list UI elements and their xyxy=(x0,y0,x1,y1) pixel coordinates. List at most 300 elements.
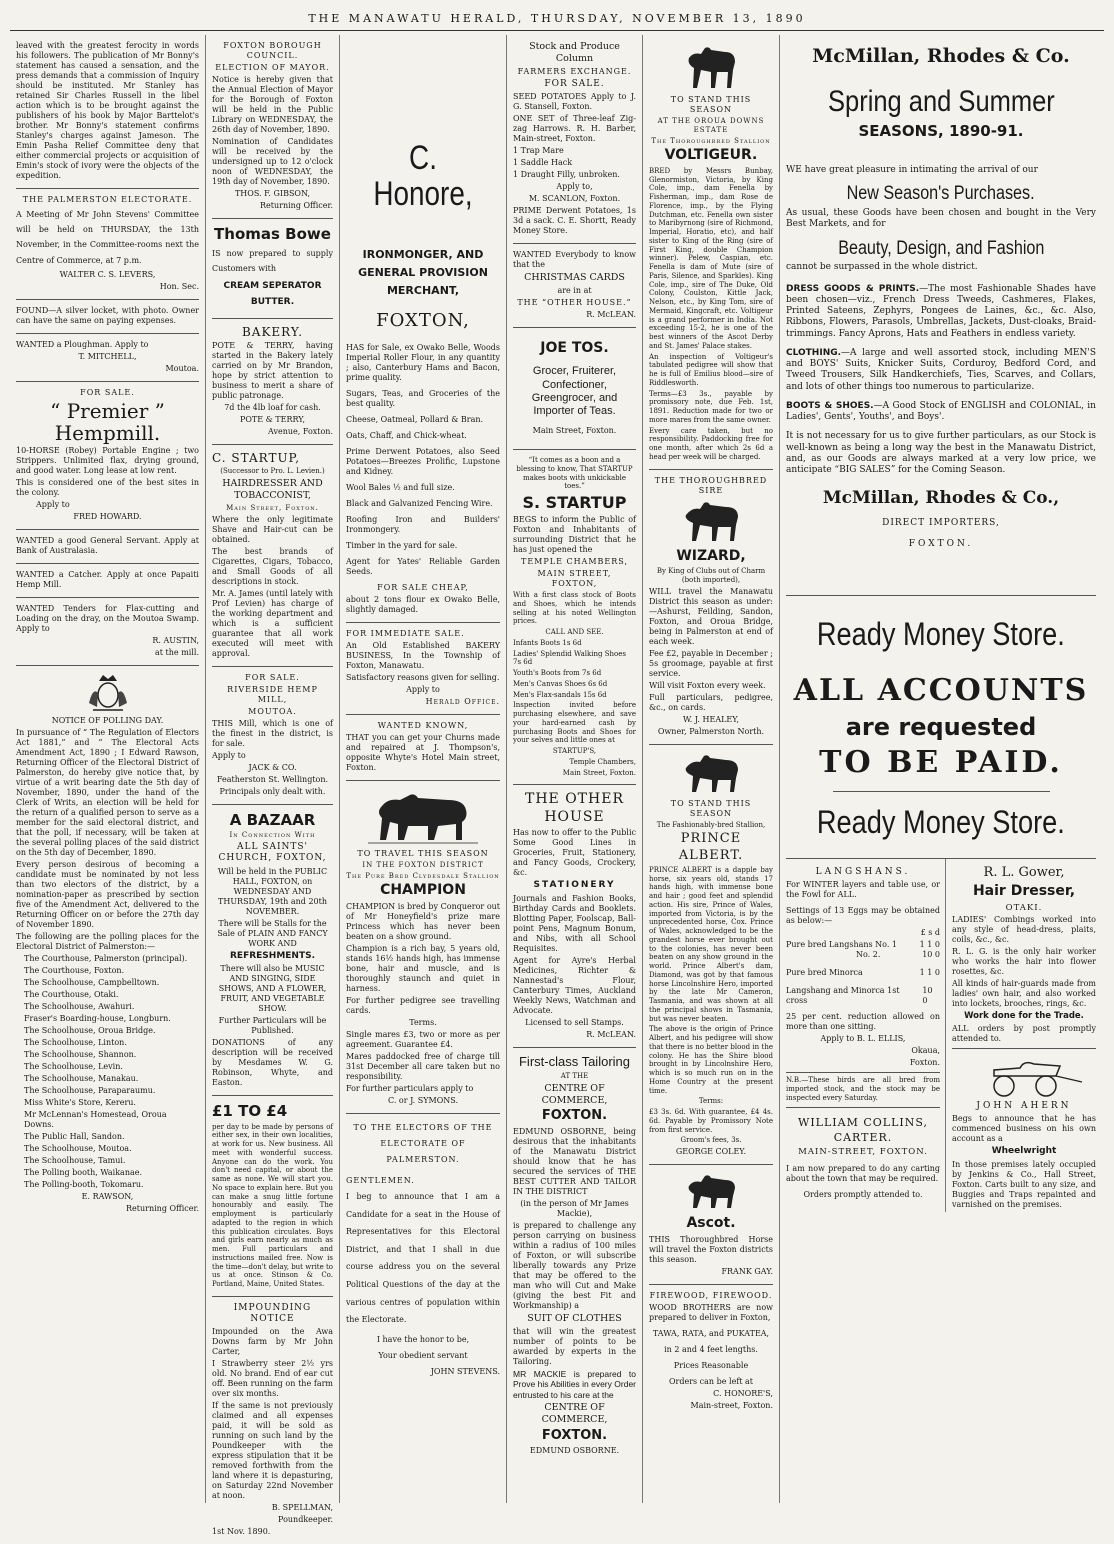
ad-spring-text: Spring and Summer xyxy=(827,84,1055,118)
ad-apply: Apply to, xyxy=(556,182,593,191)
list-item: Cheese, Oatmeal, Pollard & Bran. xyxy=(346,414,484,424)
price-row xyxy=(786,950,940,960)
ad-accounts: ALL ACCOUNTS xyxy=(793,673,1089,708)
found-ad xyxy=(16,300,199,334)
list-item: Fraser's Boarding-house, Longburn. xyxy=(24,1013,171,1023)
ad-signature: W. J. HEALEY, xyxy=(682,714,740,724)
ad-title: TO TRAVEL THIS SEASON xyxy=(357,848,489,858)
list-item: The Schoolhouse, Awahuri. xyxy=(24,1001,135,1011)
ad-signature: Herald Office. xyxy=(425,696,500,706)
tenders-ad xyxy=(16,598,199,666)
ad-purchases xyxy=(786,182,1096,206)
list-item: ONE SET of Three-leaf Zig-zag Harrows. R. H. Barber, Main-street, Foxton. xyxy=(513,114,636,143)
ad-subtitle: IN THE FOXTON DISTRICT xyxy=(362,860,484,869)
collins-ad xyxy=(786,1107,940,1200)
ad-signature: THOS. F. GIBSON, xyxy=(234,189,311,198)
polling-places-list xyxy=(16,954,199,1190)
ad-body: Agent for Ayre's Herbal Medicines, Richter & Nannestad's Flour, Canterbury Times, Auckland Weekly News, Watchman and Advocate. xyxy=(513,955,636,1015)
ad-body: With a first class stock of Boots and Shoes, which he intends selling at his noted Wellington prices. xyxy=(513,591,636,626)
ad-subtitle: The Pure Bred Clydesdale Stallion xyxy=(346,871,500,880)
price-value: 1 1 0 xyxy=(919,968,940,978)
ad-town: FOXTON. xyxy=(541,1428,608,1444)
buggy-icon xyxy=(964,1056,1084,1098)
gower-ad xyxy=(946,859,1096,1212)
draught-horse-icon xyxy=(368,788,478,846)
ad-body: PRINCE ALBERT is a dapple bay horse, six years old, stands 17 hands high, with immense bone and hair ; good feet and splendid action. His sire, Prince of Wales, imported from Victoria, is by the unprecedented horse, Cox. Prince of Wales, acknowledged to be the grandest horse ever brought out to the colonies, has never been beaten on any show ground in the world. Prince Albert's dam, Diamond, was got by that famous horse Lincolnshire Hero, imported by the late Mr Cameron, Tasmania, and was shown at all the principal shows in Tasmania, but was never beaten. xyxy=(649,865,773,1023)
ad-trade: Grocer, Fruiterer, Confectioner, Greengrocer, and Importer of Teas. xyxy=(531,365,618,417)
list-item: SEED POTATOES Apply to J. G. Stansell, Foxton. xyxy=(513,92,636,111)
section-body: —A large and well assorted stock, including MEN'S and BOYS' Suits, Knicker Suits, Corduroy, Bedford Cord, and Tweed Trousers, Silk Handkerchiefs, Ties, Scarves, and Collars, and lots of other things too numerous to particularize. xyxy=(786,347,1096,392)
ad-role: Poundkeeper. xyxy=(278,1515,333,1525)
list-item: The Schoolhouse, Tamui. xyxy=(24,1155,126,1165)
ad-role: Owner, Palmerston North. xyxy=(657,726,765,736)
list-item: The Schoolhouse, Moutoa. xyxy=(24,1143,132,1153)
ad-title: R. L. Gower, xyxy=(983,865,1065,880)
price-label: Langshang and Minorca 1st cross xyxy=(786,986,900,1006)
ad-title: RIVERSIDE HEMP MILL, xyxy=(227,684,318,704)
ad-signature: POTE & TERRY, xyxy=(239,414,306,424)
column-2 xyxy=(206,35,340,1537)
ad-body: THIS Mill, which is one of the finest in the district, is for sale. xyxy=(212,718,333,748)
column-4 xyxy=(507,35,643,1503)
bottom-row xyxy=(786,859,1096,1212)
ad-title: Stock and Produce Column xyxy=(529,41,620,64)
section-head: BOOTS & SHOES. xyxy=(786,400,874,411)
pote-terry-bakery-ad xyxy=(212,319,333,445)
ad-body: IS now prepared to supply Customers with xyxy=(212,248,333,273)
ad-body: BEGS to inform the Public of Foxton and Inhabitants of surrounding District that he has just opened the xyxy=(513,515,636,555)
list-item: Men's Canvas Shoes 6s 6d xyxy=(513,679,608,688)
ad-subtitle: By King of Clubs out of Charm (both imported), xyxy=(656,567,766,584)
ad-title xyxy=(786,614,1096,654)
ad-trade: Hair Dresser, xyxy=(972,883,1076,900)
money-ad xyxy=(212,1096,333,1297)
ad-body: Inspection invited before purchasing elsewhere, and save your hard-earned cash by purchasing Boots and Shoes for your selves and little ones at xyxy=(513,701,636,745)
price-value: 1 1 0 xyxy=(919,940,940,950)
ad-apply: Apply to xyxy=(406,684,440,694)
ad-body: There will also be MUSIC AND SINGING, SIDE SHOWS, AND A FLOWER, FRUIT, AND VEGETABLE SHOW. xyxy=(218,963,327,1013)
ad-title: THE PALMERSTON ELECTORATE. xyxy=(22,195,193,204)
ploughman-ad xyxy=(16,334,199,382)
ad-title: First-class Tailoring xyxy=(518,1053,630,1069)
ad-title: C. STARTUP, xyxy=(212,450,301,465)
ad-subtitle: FOR SALE CHEAP, xyxy=(377,582,469,592)
ad-body: An Old Established BAKERY BUSINESS, In the Township of Foxton, Manawatu. xyxy=(346,640,500,670)
ad-body: For further particulars apply to xyxy=(346,1083,474,1093)
ad-location: MOUTOA. xyxy=(248,706,297,716)
ad-title: NOTICE OF POLLING DAY. xyxy=(51,715,164,725)
christmas-cards-ad xyxy=(513,244,636,328)
list-item: The Schoolhouse, Linton. xyxy=(24,1037,127,1047)
list-item: Ladies' Splendid Walking Shoes 7s 6d xyxy=(513,649,626,667)
ad-body: A Meeting of Mr John Stevens' Committee will be held on THURSDAY, the 13th November, in the Committee-rooms next the Centre of Commerce, at 7 p.m. xyxy=(16,210,199,265)
section-head: DRESS GOODS & PRINTS. xyxy=(786,283,920,294)
ad-paid: TO BE PAID. xyxy=(819,744,1063,780)
ad-beauty xyxy=(786,237,1096,261)
ad-body: are in at xyxy=(557,285,592,295)
ad-signature: Main Street, Foxton. xyxy=(562,768,636,777)
ad-title: C. Honore, xyxy=(373,139,473,213)
ascot-ad xyxy=(649,1165,773,1285)
ad-body: WOOD BROTHERS are now prepared to deliver in Foxton, xyxy=(649,1302,773,1322)
ad-subtitle: The Thoroughbred Stallion xyxy=(651,136,771,145)
ad-body: WANTED Everybody to know that the xyxy=(513,250,636,269)
ad-note: N.B.—These birds are all bred from imported stock, and the stock may be inspected every Saturday. xyxy=(786,1072,940,1102)
ad-location: CENTRE OF COMMERCE, xyxy=(541,1082,608,1106)
ad-title: TO STAND THIS SEASON xyxy=(670,798,752,818)
ad-body: Has now to offer to the Public Some Good Lines in Groceries, Fruit, Stationery, and Fancy Goods, Crockery, &c. xyxy=(513,828,636,878)
list-item: Oats, Chaff, and Chick-wheat. xyxy=(346,430,467,440)
ad-role: Returning Officer. xyxy=(126,1203,199,1213)
ad-signature: FRANK GAY. xyxy=(721,1266,773,1276)
price-header: £ s d xyxy=(920,928,940,938)
ad-signature: R. McLEAN. xyxy=(586,1029,636,1039)
palmerston-electorate-ad xyxy=(16,189,199,300)
ad-body: Settings of 13 Eggs may be obtained as below:— xyxy=(786,906,940,926)
list-item: The Schoolhouse, Paraparaumu. xyxy=(24,1085,156,1095)
list-item: The Courthouse, Foxton. xyxy=(24,965,125,975)
price-value: 10 0 xyxy=(922,986,933,1006)
ad-body: cannot be surpassed in the whole district. xyxy=(786,262,978,273)
ad-body: Mares paddocked free of charge till 31st December all care taken but no responsibility. xyxy=(346,1051,500,1081)
masthead: THE MANAWATU HERALD, THURSDAY, NOVEMBER 13, 1890 xyxy=(10,8,1104,31)
letter-close: I have the honor to be, xyxy=(376,1334,470,1344)
ad-body: Begs to announce that he has commenced business on his own account as a xyxy=(952,1114,1096,1144)
ad-date: 1st Nov. 1890. xyxy=(212,1527,271,1537)
impound-ad xyxy=(212,1297,333,1544)
ad-highlight: REFRESHMENTS. xyxy=(230,950,315,961)
ad-body: I Strawberry steer 2½ yrs old. No brand. End of ear cut off. Been running on the farm over six months. xyxy=(212,1359,333,1399)
firewood-ad xyxy=(649,1285,773,1418)
list-item: Prime Derwent Potatoes, also Seed Potatoes—Breezes Prolific, Lupstone and Kidney. xyxy=(346,446,500,476)
ad-location: MAIN STREET, FOXTON, xyxy=(537,569,612,589)
horse-icon xyxy=(676,499,746,545)
ad-title: TO THE ELECTORS OF THE ELECTORATE OF PALMERSTON. xyxy=(353,1122,493,1164)
ad-kicker: FOR SALE. xyxy=(80,387,135,397)
ad-body: Nomination of Candidates will be received by the undersigned up to 12 o'clock noon of WEDNESDAY, the 19th day of November, 1890. xyxy=(212,137,333,186)
price-value: 10 0 xyxy=(922,950,940,960)
ad-location: Main Street, Foxton. xyxy=(532,426,617,436)
ad-body: WILL travel the Manawatu District this season as under:—Ashurst, Feilding, Sandon, Foxton, and Oroua Bridge, being in Palmerston at end of each week. xyxy=(649,586,773,646)
horse-icon xyxy=(681,1172,741,1212)
ad-body: Champion is a rich bay, 5 years old, stands 16½ hands high, has immense bone, hair and muscle, and is thoroughly staunch and quiet in harness. xyxy=(346,943,500,993)
ad-body: FOUND—A silver locket, with photo. Owner can have the same on paying expenses. xyxy=(16,305,199,325)
ad-title: TO STAND THIS SEASON xyxy=(670,95,752,114)
ad-body: Single mares £3, two or more as per agreement. Guarantee £4. xyxy=(346,1029,500,1049)
list-item: 1 Saddle Hack xyxy=(513,158,573,167)
ad-apply: Apply to xyxy=(212,750,246,760)
ad-body: THIS Thoroughbred Horse will travel the Foxton districts this season. xyxy=(649,1234,773,1264)
ad-body: Full particulars, pedigree, &c., on cards. xyxy=(649,692,773,712)
ad-note: This is considered one of the best sites in the colony. xyxy=(16,477,199,497)
ad-title: THE OTHER HOUSE xyxy=(524,791,624,825)
ad-body: There will be Stalls for the Sale of PLAIN AND FANCY WORK AND xyxy=(217,918,328,948)
ad-note: Principals only dealt with. xyxy=(219,786,326,796)
ad-location: Moutoa. xyxy=(165,363,199,373)
ad-role: Hon. Sec. xyxy=(159,281,199,291)
ad-title-text: Ready Money Store. xyxy=(817,804,1065,840)
ad-body: The above is the origin of Prince Albert, and his pedigree will show that there is no better blood in the colony. He has the Shire blood brought in by Lincolnshire Hero, which is so much run on in the Home Country at the present time. xyxy=(649,1025,773,1095)
ad-title: Thomas Bowe xyxy=(214,225,331,243)
joe-tos-ad xyxy=(513,328,636,450)
ad-body: ALL orders by post promptly attended to. xyxy=(952,1024,1096,1043)
ad-subtitle: In Connection With xyxy=(229,831,316,840)
ad-body: Licensed to sell Stamps. xyxy=(525,1017,624,1027)
langshans-ad xyxy=(786,859,946,1212)
ad-body: THAT you can get your Churns made and repaired at J. Thompson's, opposite Whyte's Hotel Main street, Foxton. xyxy=(346,732,500,772)
ad-body: that will win the greatest number of points to be awarded by experts in the Tailoring. xyxy=(513,1326,636,1366)
ad-location: at the mill. xyxy=(155,647,199,657)
ad-importers: DIRECT IMPORTERS, xyxy=(882,517,1000,528)
ad-signature: Temple Chambers, xyxy=(569,757,636,766)
ad-body: 25 per cent. reduction allowed on more than one sitting. xyxy=(786,1012,940,1032)
ad-highlight: TAWA, RATA, and PUKATEA, xyxy=(652,1328,770,1338)
ad-role: Returning Officer. xyxy=(260,201,333,210)
column-1 xyxy=(10,35,206,1503)
ad-title: £1 TO £4 xyxy=(212,1101,288,1120)
ad-body: Fee £2, payable in December ; 5s groomage, payable at first service. xyxy=(649,648,773,678)
price-label: Pure bred Langshans No. 1 xyxy=(786,940,898,950)
list-item: Men's Flax-sandals 15s 6d xyxy=(513,690,607,699)
ad-body: Orders promptly attended to. xyxy=(803,1189,923,1199)
ad-location: Foxton. xyxy=(909,1058,940,1068)
ad-body: If the same is not previously claimed and all expenses paid, it will be sold as running on such land by the Poundkeeper with the express stipulation that it be removed forthwith from the land where it is depasturing, on Saturday 22nd November at noon. xyxy=(212,1401,333,1501)
startup-boots-ad xyxy=(513,450,636,785)
ad-signature: B. SPELLMAN, xyxy=(271,1503,333,1513)
ad-body: WANTED a good General Servant. Apply at Bank of Australasia. xyxy=(16,535,199,555)
letter-close: Your obedient servant xyxy=(378,1350,468,1360)
ad-title: FOR IMMEDIATE SALE. xyxy=(346,628,465,638)
ad-body: EDMUND OSBORNE, being desirous that the inhabitants of the Manawatu District should know that he has secured the services of THE BEST CUTTER AND TAILOR IN THE DISTRICT xyxy=(513,1126,636,1196)
ad-quote: “It comes as a boon and a blessing to know, That STARTUP makes boots with unkickable toes.” xyxy=(516,456,633,491)
ad-highlight: STATIONERY xyxy=(533,880,616,891)
ad-signature: E. RAWSON, xyxy=(81,1191,134,1201)
ad-body: WANTED a Ploughman. Apply to xyxy=(16,339,149,349)
ad-body: Prices Reasonable xyxy=(673,1360,749,1370)
ad-terms: Terms—£3 3s., payable by promissory note, due Feb. 1st, 1891. Reduction made for two or more mares from the same owner. xyxy=(649,389,773,424)
ad-body: Every person desirous of becoming a candidate must be nominated by not less than two electors of the district, by a nomination-paper as prescribed by section five of the Amendment Act, delivered to the Returning Officer on or before the 27th day of November 1890. xyxy=(16,859,199,929)
ad-body: All kinds of hair-guards made from ladies' own hair, and also worked into lockets, brooches, rings, &c. xyxy=(952,979,1096,1009)
wanted-known-ad xyxy=(346,715,500,781)
horse-name: VOLTIGEUR. xyxy=(664,147,758,164)
ad-location: THE “OTHER HOUSE.” xyxy=(517,297,632,307)
ad-highlight: CHRISTMAS CARDS xyxy=(524,272,625,283)
ad-title: WILLIAM COLLINS, xyxy=(798,1115,928,1129)
ad-body: For further pedigree see travelling cards. xyxy=(346,995,500,1015)
ad-trade: HAIRDRESSER AND TOBACCONIST, xyxy=(222,478,323,501)
ad-location: CENTRE OF COMMERCE, xyxy=(541,1402,608,1426)
ad-title: McMillan, Rhodes & Co. xyxy=(812,45,1070,67)
ad-body: The best brands of Cigarettes, Cigars, Tobacco, and Small Goods of all descriptions in stock. xyxy=(212,546,333,586)
ad-body: 10-HORSE (Robey) Portable Engine ; two Strippers. Unlimited flax, drying ground, and good water. Long lease at low rent. xyxy=(16,445,199,475)
ad-location: MAIN-STREET, FOXTON. xyxy=(798,1147,928,1157)
list-item: Timber in the yard for sale. xyxy=(346,540,458,550)
ad-title-text: Ready Money Store. xyxy=(817,616,1065,652)
ad-title: McMillan, Rhodes & Co., xyxy=(822,488,1060,509)
ad-body: I am now prepared to do any carting about the town that may be required. xyxy=(786,1163,940,1183)
ad-body: In those premises lately occupied by Jenkins & Co., Hall Street, Foxton. Carts built to any size, and Buggies and Traps repainted and varnished on the premises. xyxy=(952,1159,1096,1209)
royal-crest-icon xyxy=(85,673,131,713)
ad-signature: C. HONORE'S, xyxy=(713,1388,773,1398)
ad-body: MR MACKIE is prepared to Prove his Abilities in every Order entrusted to his care at the xyxy=(513,1368,636,1400)
horse-name: CHAMPION xyxy=(380,882,466,899)
ad-signature: EDMUND OSBORNE. xyxy=(529,1446,620,1456)
electors-letter xyxy=(346,1114,500,1384)
ad-subtitle: The Fashionably-bred Stallion, xyxy=(656,820,766,829)
ad-body: Journals and Fashion Books, Birthday Cards and Booklets. Blotting Paper, Foolscap, Ball-point Pens, Magnum Bonum, and Nibs, with all School Requisites. xyxy=(513,893,636,953)
other-house-ad xyxy=(513,785,636,1047)
catcher-ad xyxy=(16,564,199,598)
voltigeur-ad xyxy=(649,35,773,470)
ad-body: As usual, these Goods have been chosen and bought in the Very Best Markets, and for xyxy=(786,208,1096,230)
list-item: The Polling booth, Waikanae. xyxy=(24,1167,143,1177)
ad-body: Impounded on the Awa Downs farm by Mr John Carter, xyxy=(212,1327,333,1357)
ad-location: FOXTON. xyxy=(908,538,974,549)
ahern-ad xyxy=(952,1048,1096,1210)
ad-body: POTE & TERRY, having started in the Bakery lately carried on by Mr Brandon, hope by strict attention to business to merit a share of public patronage. xyxy=(212,340,333,400)
ad-signature: C. or J. SYMONS. xyxy=(387,1095,459,1105)
ad-terms: Terms: xyxy=(698,1097,724,1106)
price-label: Pure bred Minorca xyxy=(786,968,863,978)
ad-title: THE THOROUGHBRED SIRE xyxy=(654,475,768,495)
ad-subtitle: AT THE OROUA DOWNS ESTATE xyxy=(657,117,765,134)
ad-body: WE have great pleasure in intimating the arrival of our xyxy=(786,165,1038,175)
list-item: The Schoolhouse, Campbelltown. xyxy=(24,977,160,987)
ad-body: WANTED Tenders for Flax-cutting and Loading on the dray, on the Moutoa Swamp. Apply to xyxy=(16,603,199,633)
list-item: The Courthouse, Otaki. xyxy=(24,989,119,999)
ad-trade: Wheelwright xyxy=(991,1146,1057,1157)
ad-body: DONATIONS of any description will be received by Mesdames W. G. Robinson, Whyte, and Easton. xyxy=(212,1037,333,1087)
ad-body: in 2 and 4 feet lengths. xyxy=(664,1344,758,1354)
letter-body: I beg to announce that I am a Candidate for a seat in the House of Representatives for this Electoral District, and that I shall in due course address you on the several Political Questions of the day at the various centres of population within the Electorate. xyxy=(346,1191,500,1325)
column-5 xyxy=(643,35,780,1503)
ad-body: Orders can be left at xyxy=(668,1376,754,1386)
mcmillan-rhodes-ad xyxy=(786,35,1096,596)
list-item: Youth's Boots from 7s 6d xyxy=(513,669,602,678)
ad-dress xyxy=(786,284,1096,340)
section-body: —The most Fashionable Shades have been chosen—viz., French Dress Tweeds, Cashmeres, Flakes, Printed Sateens, Zephyrs, Pongees de Laines, &c., &c. Also, Ribbons, Flowers, Parasols, Umbrellas, Jackets, Dust-cloaks, Braid-trimmings. Fancy Aprons, Hats and Feathers in endless variety. xyxy=(786,283,1096,339)
ad-title: S. STARTUP xyxy=(522,493,627,513)
ad-terms: Terms. xyxy=(409,1017,437,1027)
ad-highlight: Work done for the Trade. xyxy=(964,1011,1084,1022)
ad-location: FOXTON, xyxy=(376,310,470,332)
polling-notice xyxy=(16,666,199,1221)
ad-body: £3 3s. 6d. With guarantee, £4 4s. 6d. Payable by Promissory Note from first service. xyxy=(649,1108,773,1134)
ad-title: WANTED KNOWN, xyxy=(377,720,469,730)
price-row xyxy=(786,940,940,950)
ad-title: FIREWOOD, FIREWOOD. xyxy=(649,1290,773,1300)
ad-title: “ Premier ” Hempmill. xyxy=(50,398,165,445)
ad-highlight: CREAM SEPERATOR BUTTER. xyxy=(223,281,322,308)
ad-signature: JOHN STEVENS. xyxy=(430,1366,500,1376)
list-item: 1 Draught Filly, unbroken. xyxy=(513,170,620,179)
ad-signature: GEORGE COLEY. xyxy=(675,1147,747,1156)
ad-body: LADIES' Combings worked into any style of head-dress, plaits, coils, &c., &c. xyxy=(952,915,1096,945)
wizard-ad xyxy=(649,470,773,745)
ad-body: An inspection of Voltigeur's tabulated pedigree will show that he is full of Emilius blood—sire of Riddlesworth. xyxy=(649,352,773,387)
ad-body: BRED by Messrs Bunbay, Glenormiston, Victoria, by King Cole, imp., dam Fenella by Fisherman, imp., dam Rose de Florence, imp., by the Flying Dutchman, etc. Fenella own sister to Maribyrnong (sire of Richmond, Imperial, Horatio, etc), and half sister to King of the Ring (sire of First King, double Champion winner). Pelew, Caspian, etc. Fenella is dam of Mute (sire of Paris, Silence, and Sparkles). King Cole, imp., sire of The Duke, Old Colony, Coulston, Kittle Jack, Nelson, etc., by King Tom, sire of Mermaid, Kingcraft, etc. Voltigeur is a grand performer in India. Not exceeding 15-2, he is one of the best winners of the Ascot Derby and St. James' Palace stakes. xyxy=(649,166,773,350)
ad-boots xyxy=(786,401,1096,424)
ad-note: Every care taken, but no responsibility. Paddocking free for one month, after which 2s 6d a head per week will be charged. xyxy=(649,426,773,461)
ad-highlight: SUIT OF CLOTHES xyxy=(527,1312,622,1324)
list-item: Infants Boots 1s 6d xyxy=(513,638,582,647)
horse-name: WIZARD, xyxy=(676,547,746,564)
list-item: The Polling-booth, Tokomaru. xyxy=(24,1179,144,1189)
ad-body: Will be held in the PUBLIC HALL, FOXTON, on WEDNESDAY AND THURSDAY, 19th and 20th NOVEMBER. xyxy=(217,866,328,916)
ad-trade: CARTER. xyxy=(833,1131,893,1145)
price-row xyxy=(786,968,940,978)
ad-body: about 2 tons flour ex Owako Belle, slightly damaged. xyxy=(346,594,500,614)
list-item: Wool Bales ½ and full size. xyxy=(346,482,455,492)
list-item: Mr McLennan's Homestead, Oroua Downs. xyxy=(24,1109,167,1129)
ad-apply: Apply to xyxy=(36,499,70,509)
list-item: Agent for Yates' Reliable Garden Seeds. xyxy=(346,556,500,576)
ad-body: The following are the polling places for the Electoral District of Palmerston:— xyxy=(16,931,199,951)
ad-signature: FRED HOWARD. xyxy=(73,511,142,521)
ad-beauty-text: Beauty, Design, and Fashion xyxy=(837,237,1045,259)
ad-town: FOXTON. xyxy=(541,1108,608,1124)
price-row xyxy=(786,986,940,1006)
letter-greeting: GENTLEMEN. xyxy=(346,1175,415,1185)
ad-body: Satisfactory reasons given for selling. xyxy=(346,672,500,682)
list-item: The Schoolhouse, Manakau. xyxy=(24,1073,139,1083)
ad-body: WANTED a Catcher. Apply at once Papaiti Hemp Mill. xyxy=(16,569,199,589)
ad-purchases-text: New Season's Purchases. xyxy=(846,183,1036,205)
ad-signature: R. AUSTIN, xyxy=(152,635,199,645)
ad-signature: WALTER C. S. LEVERS, xyxy=(59,269,156,279)
bazaar-ad xyxy=(212,805,333,1096)
ad-title: LANGSHANS. xyxy=(815,867,911,877)
racehorse-icon xyxy=(681,42,741,92)
ad-body: Where the only legitimate Shave and Hair-cut can be obtained. xyxy=(212,514,333,544)
horse-icon xyxy=(676,752,746,796)
ad-title: JOE TOS. xyxy=(540,339,609,356)
list-item: Sugars, Teas, and Groceries of the best quality. xyxy=(346,388,500,408)
price-label: No. 2. xyxy=(856,950,881,960)
champion-ad xyxy=(346,781,500,1114)
ad-subtitle: ELECTION OF MAYOR. xyxy=(215,63,330,72)
list-item: PRIME Derwent Potatoes, 1s 3d a sack. C. E. Shortt, Ready Money Store. xyxy=(513,206,636,235)
ad-subtitle: FARMERS EXCHANGE. xyxy=(517,66,632,76)
ad-body: CHAMPION is bred by Conqueror out of Mr Honeyfield's prize mare Princess which has never been beaten on a show ground. xyxy=(346,901,500,941)
ad-body: Groom's fees, 3s. xyxy=(680,1136,742,1145)
tailoring-ad xyxy=(513,1048,636,1464)
ad-title: BAKERY. xyxy=(241,324,304,339)
ad-body: Mr. A. James (until lately with Prof Levien) has charge of the working department and which is a sufficient guarantee that all work executed will meet with approval. xyxy=(212,588,334,658)
list-item: Black and Galvanized Fencing Wire. xyxy=(346,498,493,508)
list-item: The Schoolhouse, Oroua Bridge. xyxy=(24,1025,156,1035)
news-item xyxy=(16,35,199,189)
ad-call: CALL AND SEE. xyxy=(545,628,604,637)
ad-body: is prepared to challenge any person carrying on business within a radius of 100 miles of Foxton, or will subscribe liberally towards any Prize that may be offered to the man who will Cut and Make (giving the best Fit and Workmanship) a xyxy=(513,1220,636,1310)
servant-ad xyxy=(16,530,199,564)
ad-location: TEMPLE CHAMBERS, xyxy=(521,557,628,567)
council-ad xyxy=(212,35,333,219)
ad-body: Will visit Foxton every week. xyxy=(649,680,766,690)
list-item: 1 Trap Mare xyxy=(513,146,564,155)
section-head: CLOTHING. xyxy=(786,347,842,358)
ad-body: For WINTER layers and table use, or the Fowl for ALL. xyxy=(786,880,940,900)
ad-price: 7d the 4lb loaf for cash. xyxy=(224,402,321,412)
list-item: The Public Hall, Sandon. xyxy=(24,1131,125,1141)
ad-signature: T. MITCHELL, xyxy=(78,351,137,361)
list-item: Roofing Iron and Builders' Ironmongery. xyxy=(346,514,500,534)
list-item: Miss White's Store, Kereru. xyxy=(24,1097,136,1107)
list-item: The Schoolhouse, Levin. xyxy=(24,1061,123,1071)
ad-signature: M. SCANLON, Foxton. xyxy=(528,194,621,203)
hempmill-ad xyxy=(16,382,199,530)
ad-body: In pursuance of “ The Regulation of Electors Act 1881,” and “ The Electoral Acts Amendment Act, 1890 ; I Edward Rawson, Returning Officer of the Electoral District of Palmerston, do hereby give notice that, by virtue of a writ bearing date the 5th day of November, 1890, under the hand of the Clerk of Writs, an election will be held for the return of a qualified person to serve as a member for the said electoral district, and that the poll, if necessary, will be taken at the several polling places of the said district on the 5th day of December, 1890. xyxy=(16,727,199,857)
